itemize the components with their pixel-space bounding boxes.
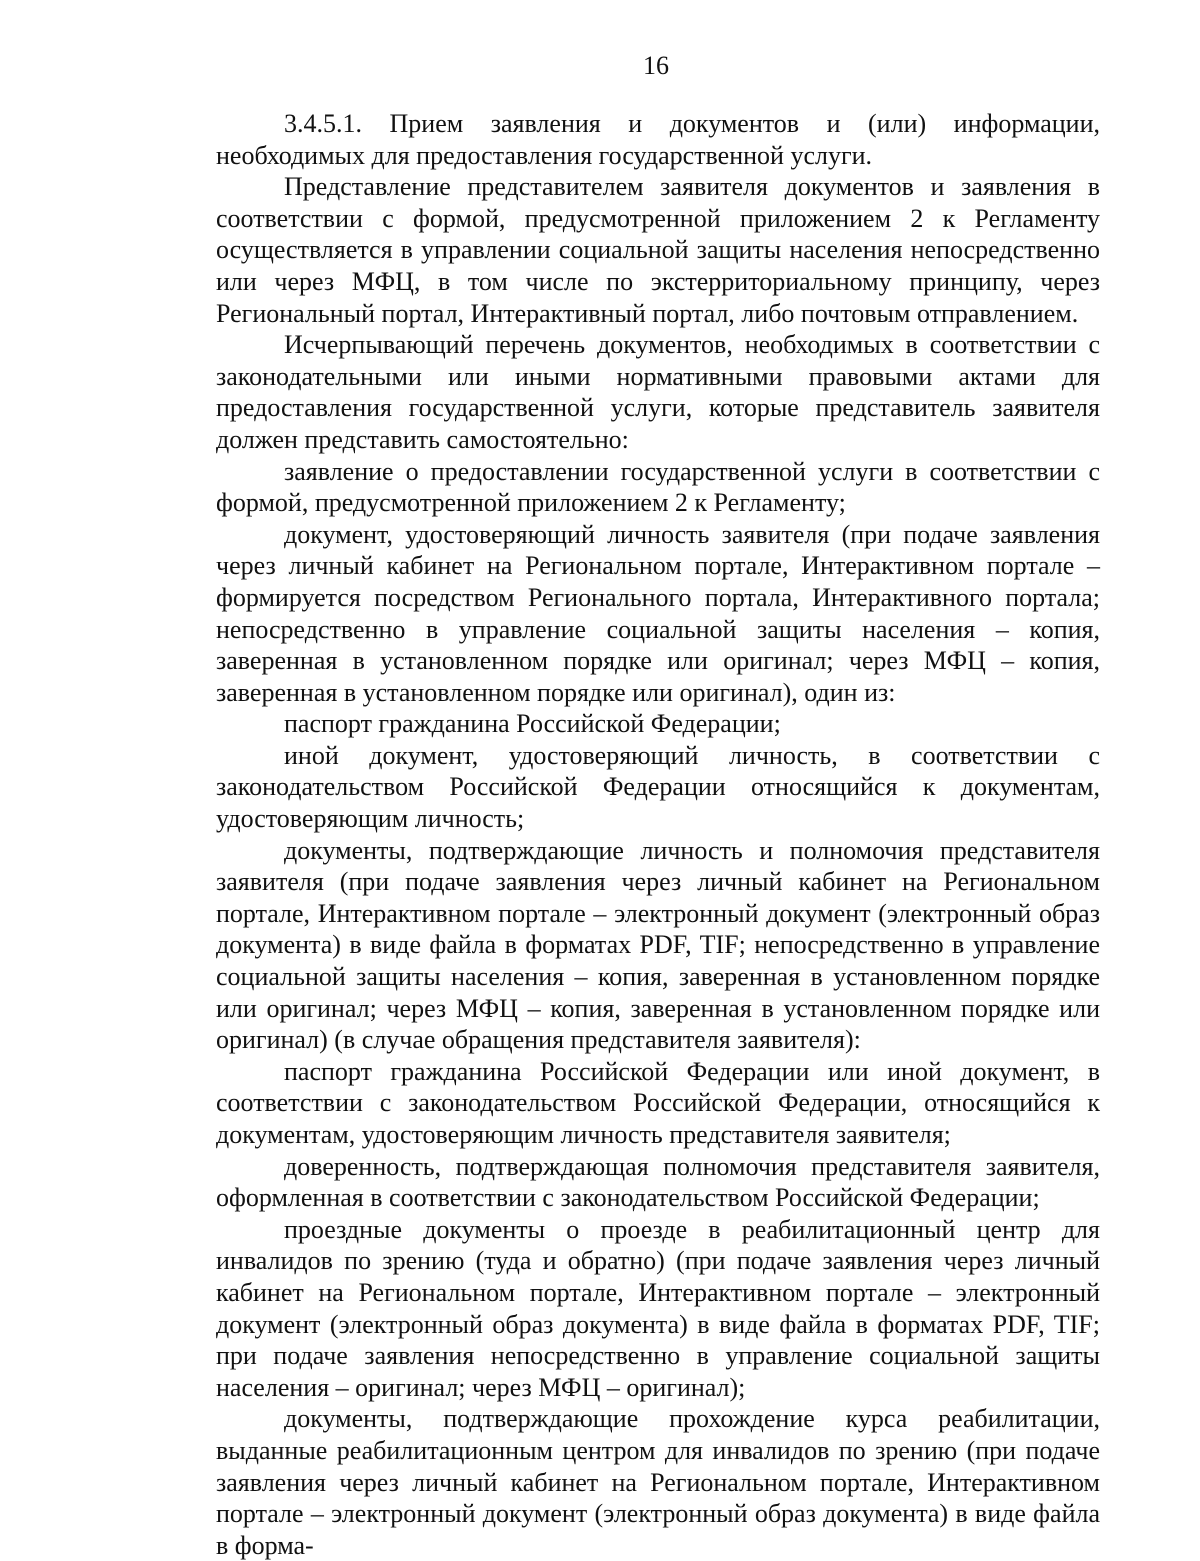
list-item-identity-document: документ, удостоверяющий личность заявителя (при подаче заявления через личный кабинет на Региональном портале, Интерактивном портале – формируется посредством Регионального портала, Интерактивного портала; непосредственно в управление социальной защиты населения – копия, заверенная в установленном порядке или оригинал; через МФЦ – копия, заверенная в установленном порядке или оригинал), один из: — [216, 519, 1100, 707]
list-item-power-of-attorney: доверенность, подтверждающая полномочия представителя заявителя, оформленная в соответствии с законодательством Российской Федерации; — [216, 1151, 1100, 1213]
list-item-application: заявление о предоставлении государственной услуги в соответствии с формой, предусмотренной приложением 2 к Регламенту; — [216, 456, 1100, 518]
list-item-representative-passport: паспорт гражданина Российской Федерации или иной документ, в соответствии с законодательством Российской Федерации, относящийся к документам, удостоверяющим личность представителя заявителя; — [216, 1056, 1100, 1149]
list-item-rehabilitation-documents: документы, подтверждающие прохождение курса реабилитации, выданные реабилитационным центром для инвалидов по зрению (при подаче заявления через личный кабинет на Региональном портале, Интерактивном портале – электронный документ (электронный образ документа) в виде файла в форма- — [216, 1404, 1100, 1560]
list-item-passport: паспорт гражданина Российской Федерации; — [284, 709, 781, 739]
paragraph-3-4-5-1-heading: 3.4.5.1. Прием заявления и документов и (или) информации, необходимых для предоставления государственной услуги. — [216, 109, 1100, 170]
document-body — [216, 108, 1100, 1561]
list-item-representative-documents: документы, подтверждающие личность и полномочия представителя заявителя (при подаче заявления через личный кабинет на Региональном портале, Интерактивном портале – электронный документ (электронный образ документа) в виде файла в форматах PDF, TIF; непосредственно в управление социальной защиты населения – копия, заверенная в установленном порядке или оригинал; через МФЦ – копия, заверенная в установленном порядке или оригинал) (в случае обращения представителя заявителя): — [216, 835, 1100, 1055]
list-item-travel-documents: проездные документы о проезде в реабилитационный центр для инвалидов по зрению (туда и обратно) (при подаче заявления через личный кабинет на Региональном портале, Интерактивном портале – электронный документ (электронный образ документа) в виде файла в форматах PDF, TIF; при подаче заявления непосредственно в управление социальной защиты населения – оригинал; через МФЦ – оригинал); — [216, 1214, 1100, 1402]
page-number: 16 — [643, 51, 669, 80]
paragraph-documents-list-intro: Исчерпывающий перечень документов, необходимых в соответствии с законодательными или иными нормативными правовыми актами для предоставления государственной услуги, которые представитель заявителя должен представить самостоятельно: — [216, 330, 1100, 454]
paragraph-submission-methods: Представление представителем заявителя документов и заявления в соответствии с формой, предусмотренной приложением 2 к Регламенту осуществляется в управлении социальной защиты населения непосредственно или через МФЦ, в том числе по экстерриториальному принципу, через Региональный портал, Интерактивный портал, либо почтовым отправлением. — [216, 172, 1100, 328]
list-item-other-identity-document: иной документ, удостоверяющий личность, в соответствии с законодательством Российской Федерации относящийся к документам, удостоверяющим личность; — [216, 740, 1100, 834]
